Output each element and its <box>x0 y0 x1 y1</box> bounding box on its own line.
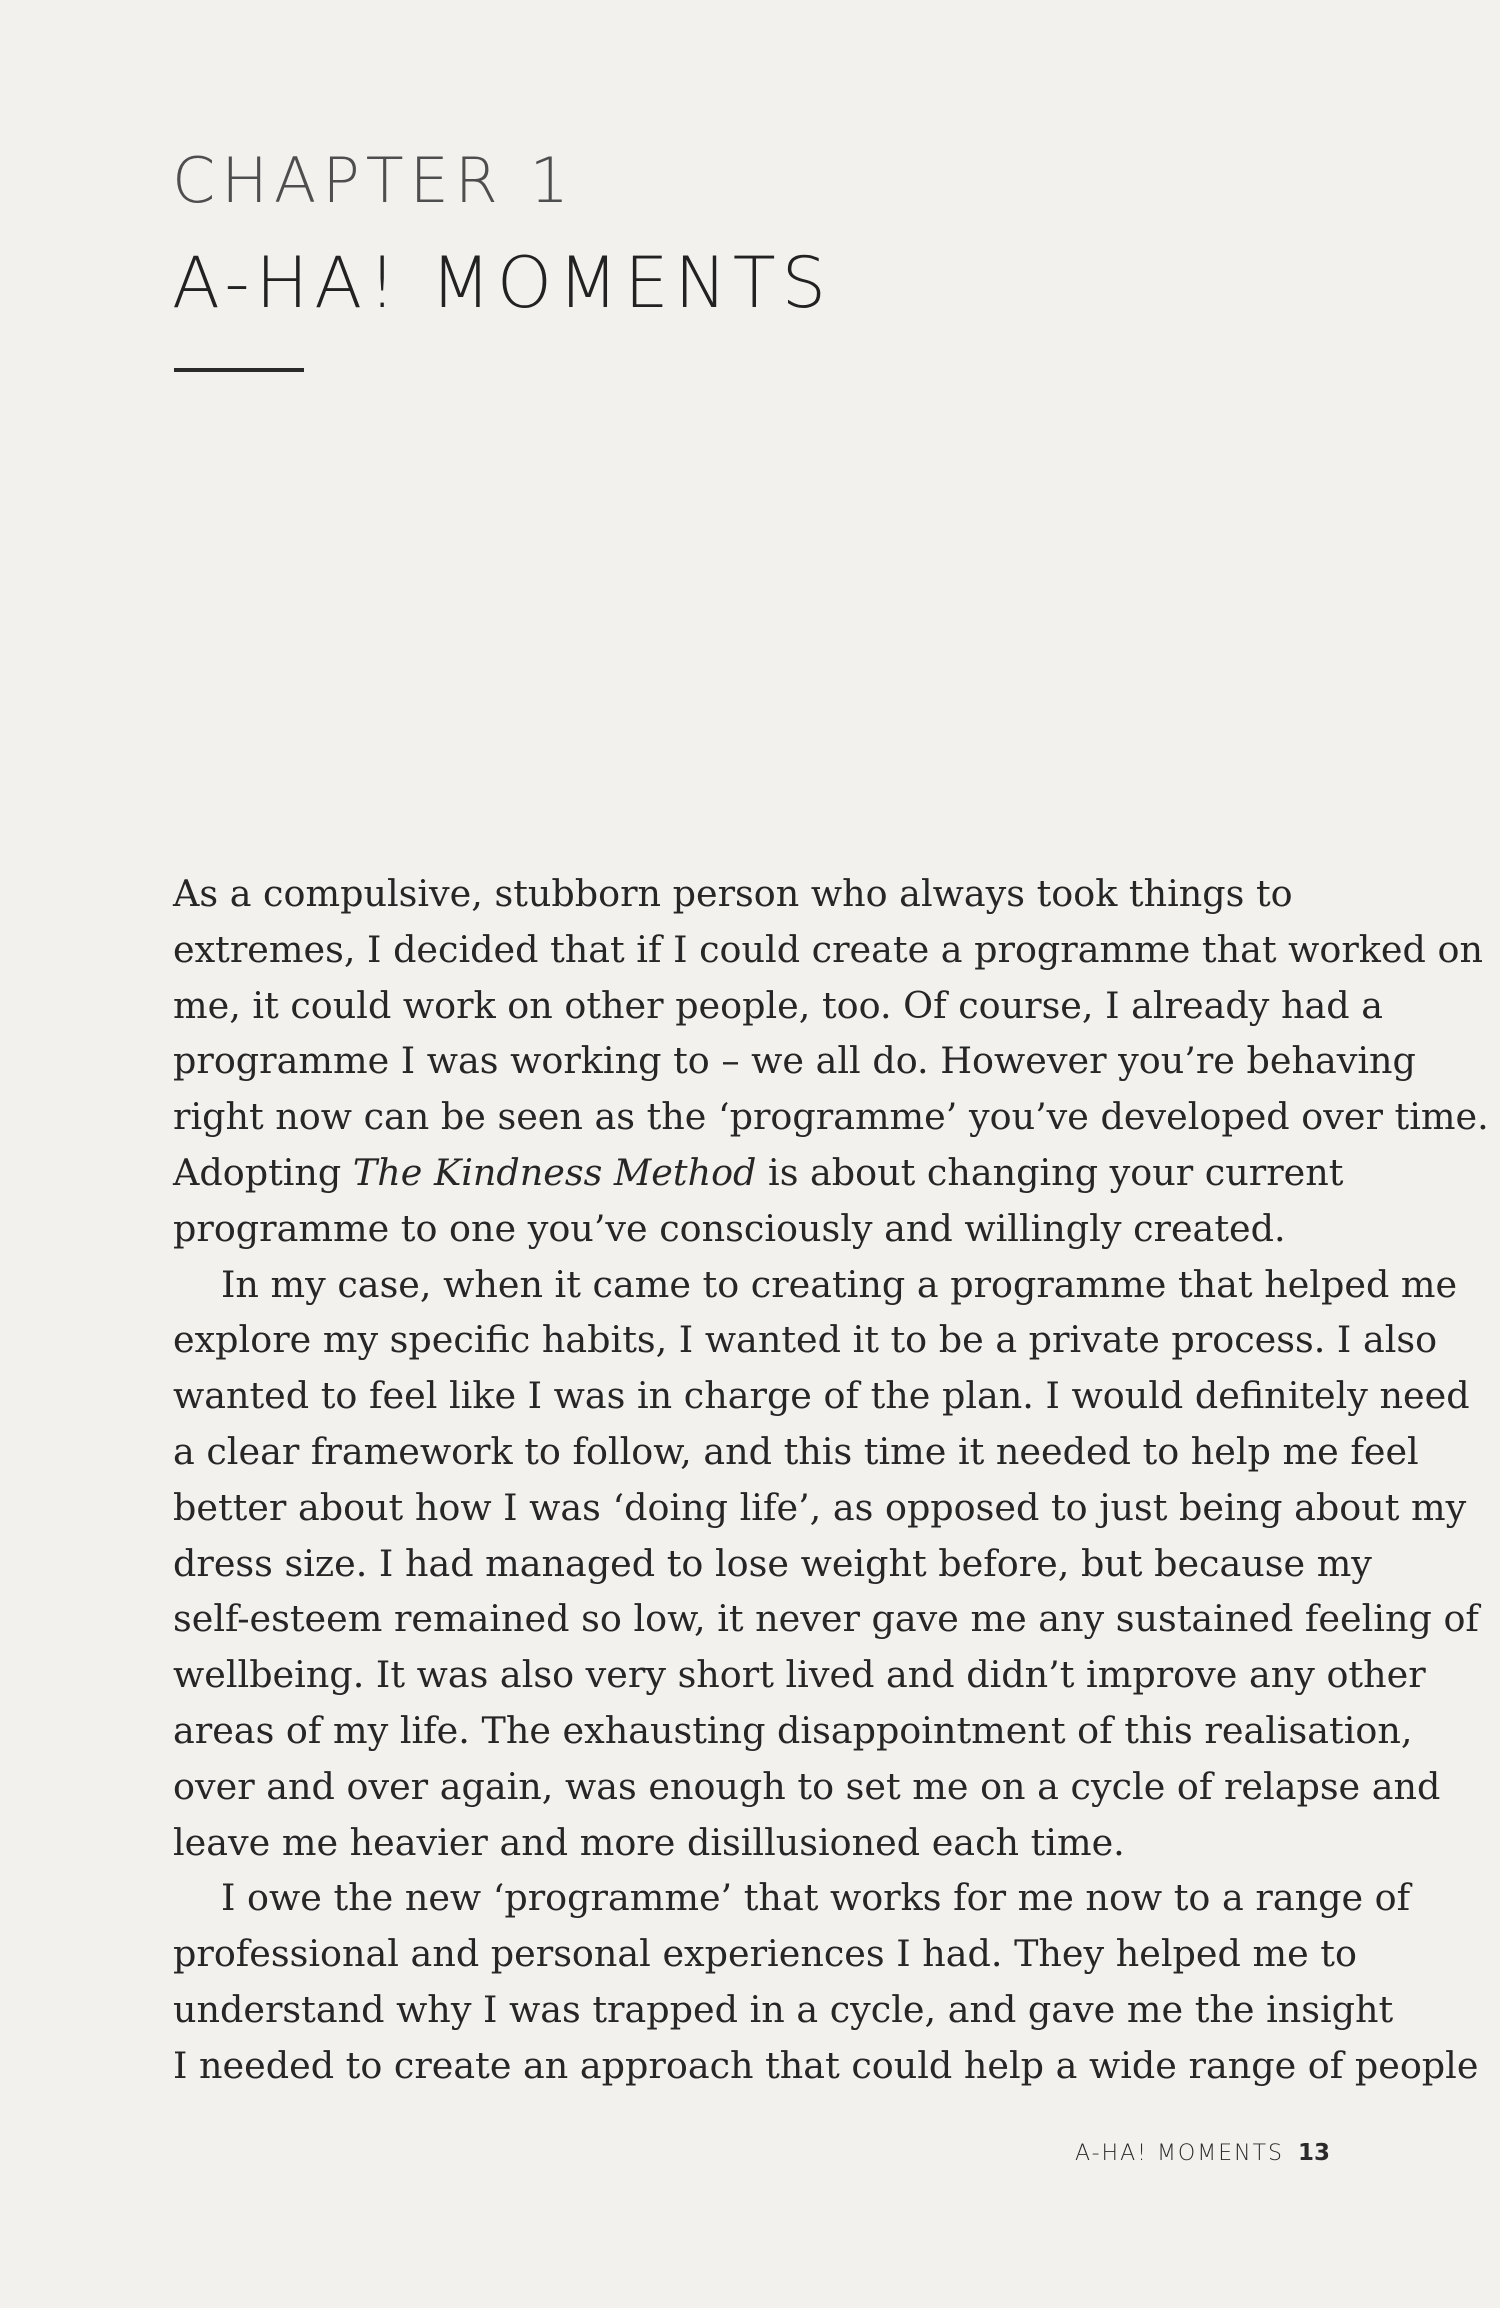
text-run: is about changing your current <box>756 1150 1344 1194</box>
chapter-title: A-HA! MOMENTS <box>172 242 833 324</box>
text-line <box>173 1145 1348 1201</box>
text-line: me, it could work on other people, too. Of course, I already had a <box>173 983 1383 1027</box>
title-rule <box>174 368 304 372</box>
text-line: a clear framework to follow, and this time it needed to help me feel <box>173 1429 1419 1473</box>
book-title-italic: The Kindness Method <box>352 1150 757 1194</box>
text-line: extremes, I decided that if I could create a programme that worked on <box>173 927 1483 971</box>
text-line: professional and personal experiences I had. They helped me to <box>173 1932 1357 1976</box>
text-line: over and over again, was enough to set me on a cycle of relapse and <box>173 1764 1441 1808</box>
text-line: programme I was working to – we all do. However you’re behaving <box>173 1039 1416 1083</box>
paragraph-start-line: I owe the new ‘programme’ that works for me now to a range of <box>221 1876 1411 1920</box>
paragraph-start-line: In my case, when it came to creating a programme that helped me <box>221 1262 1458 1306</box>
text-line: better about how I was ‘doing life’, as opposed to just being about my <box>173 1485 1467 1529</box>
text-line: areas of my life. The exhausting disappointment of this realisation, <box>173 1708 1413 1752</box>
text-line: understand why I was trapped in a cycle, and gave me the insight <box>173 1987 1394 2031</box>
page-footer <box>1040 2142 1330 2165</box>
text-run: Adopting <box>173 1150 353 1194</box>
chapter-label: CHAPTER 1 <box>172 144 575 217</box>
text-line: I needed to create an approach that could help a wide range of people <box>173 2043 1479 2087</box>
text-line: leave me heavier and more disillusioned each time. <box>173 1820 1125 1864</box>
page-number: 13 <box>1297 2140 1330 2166</box>
text-line: wanted to feel like I was in charge of the plan. I would definitely need <box>173 1374 1470 1418</box>
text-line: explore my specific habits, I wanted it to be a private process. I also <box>173 1318 1438 1362</box>
text-line: dress size. I had managed to lose weight before, but because my <box>173 1541 1372 1585</box>
text-line: As a compulsive, stubborn person who always took things to <box>173 872 1293 915</box>
body-text <box>173 866 1489 2094</box>
running-head: A-HA! MOMENTS <box>1075 2141 1284 2166</box>
text-line: programme to one you’ve consciously and willingly created. <box>173 1206 1286 1250</box>
text-line: right now can be seen as the ‘programme’ you’ve developed over time. <box>173 1095 1489 1139</box>
text-line: self-esteem remained so low, it never gave me any sustained feeling of <box>173 1597 1479 1641</box>
text-line: wellbeing. It was also very short lived and didn’t improve any other <box>173 1653 1426 1697</box>
